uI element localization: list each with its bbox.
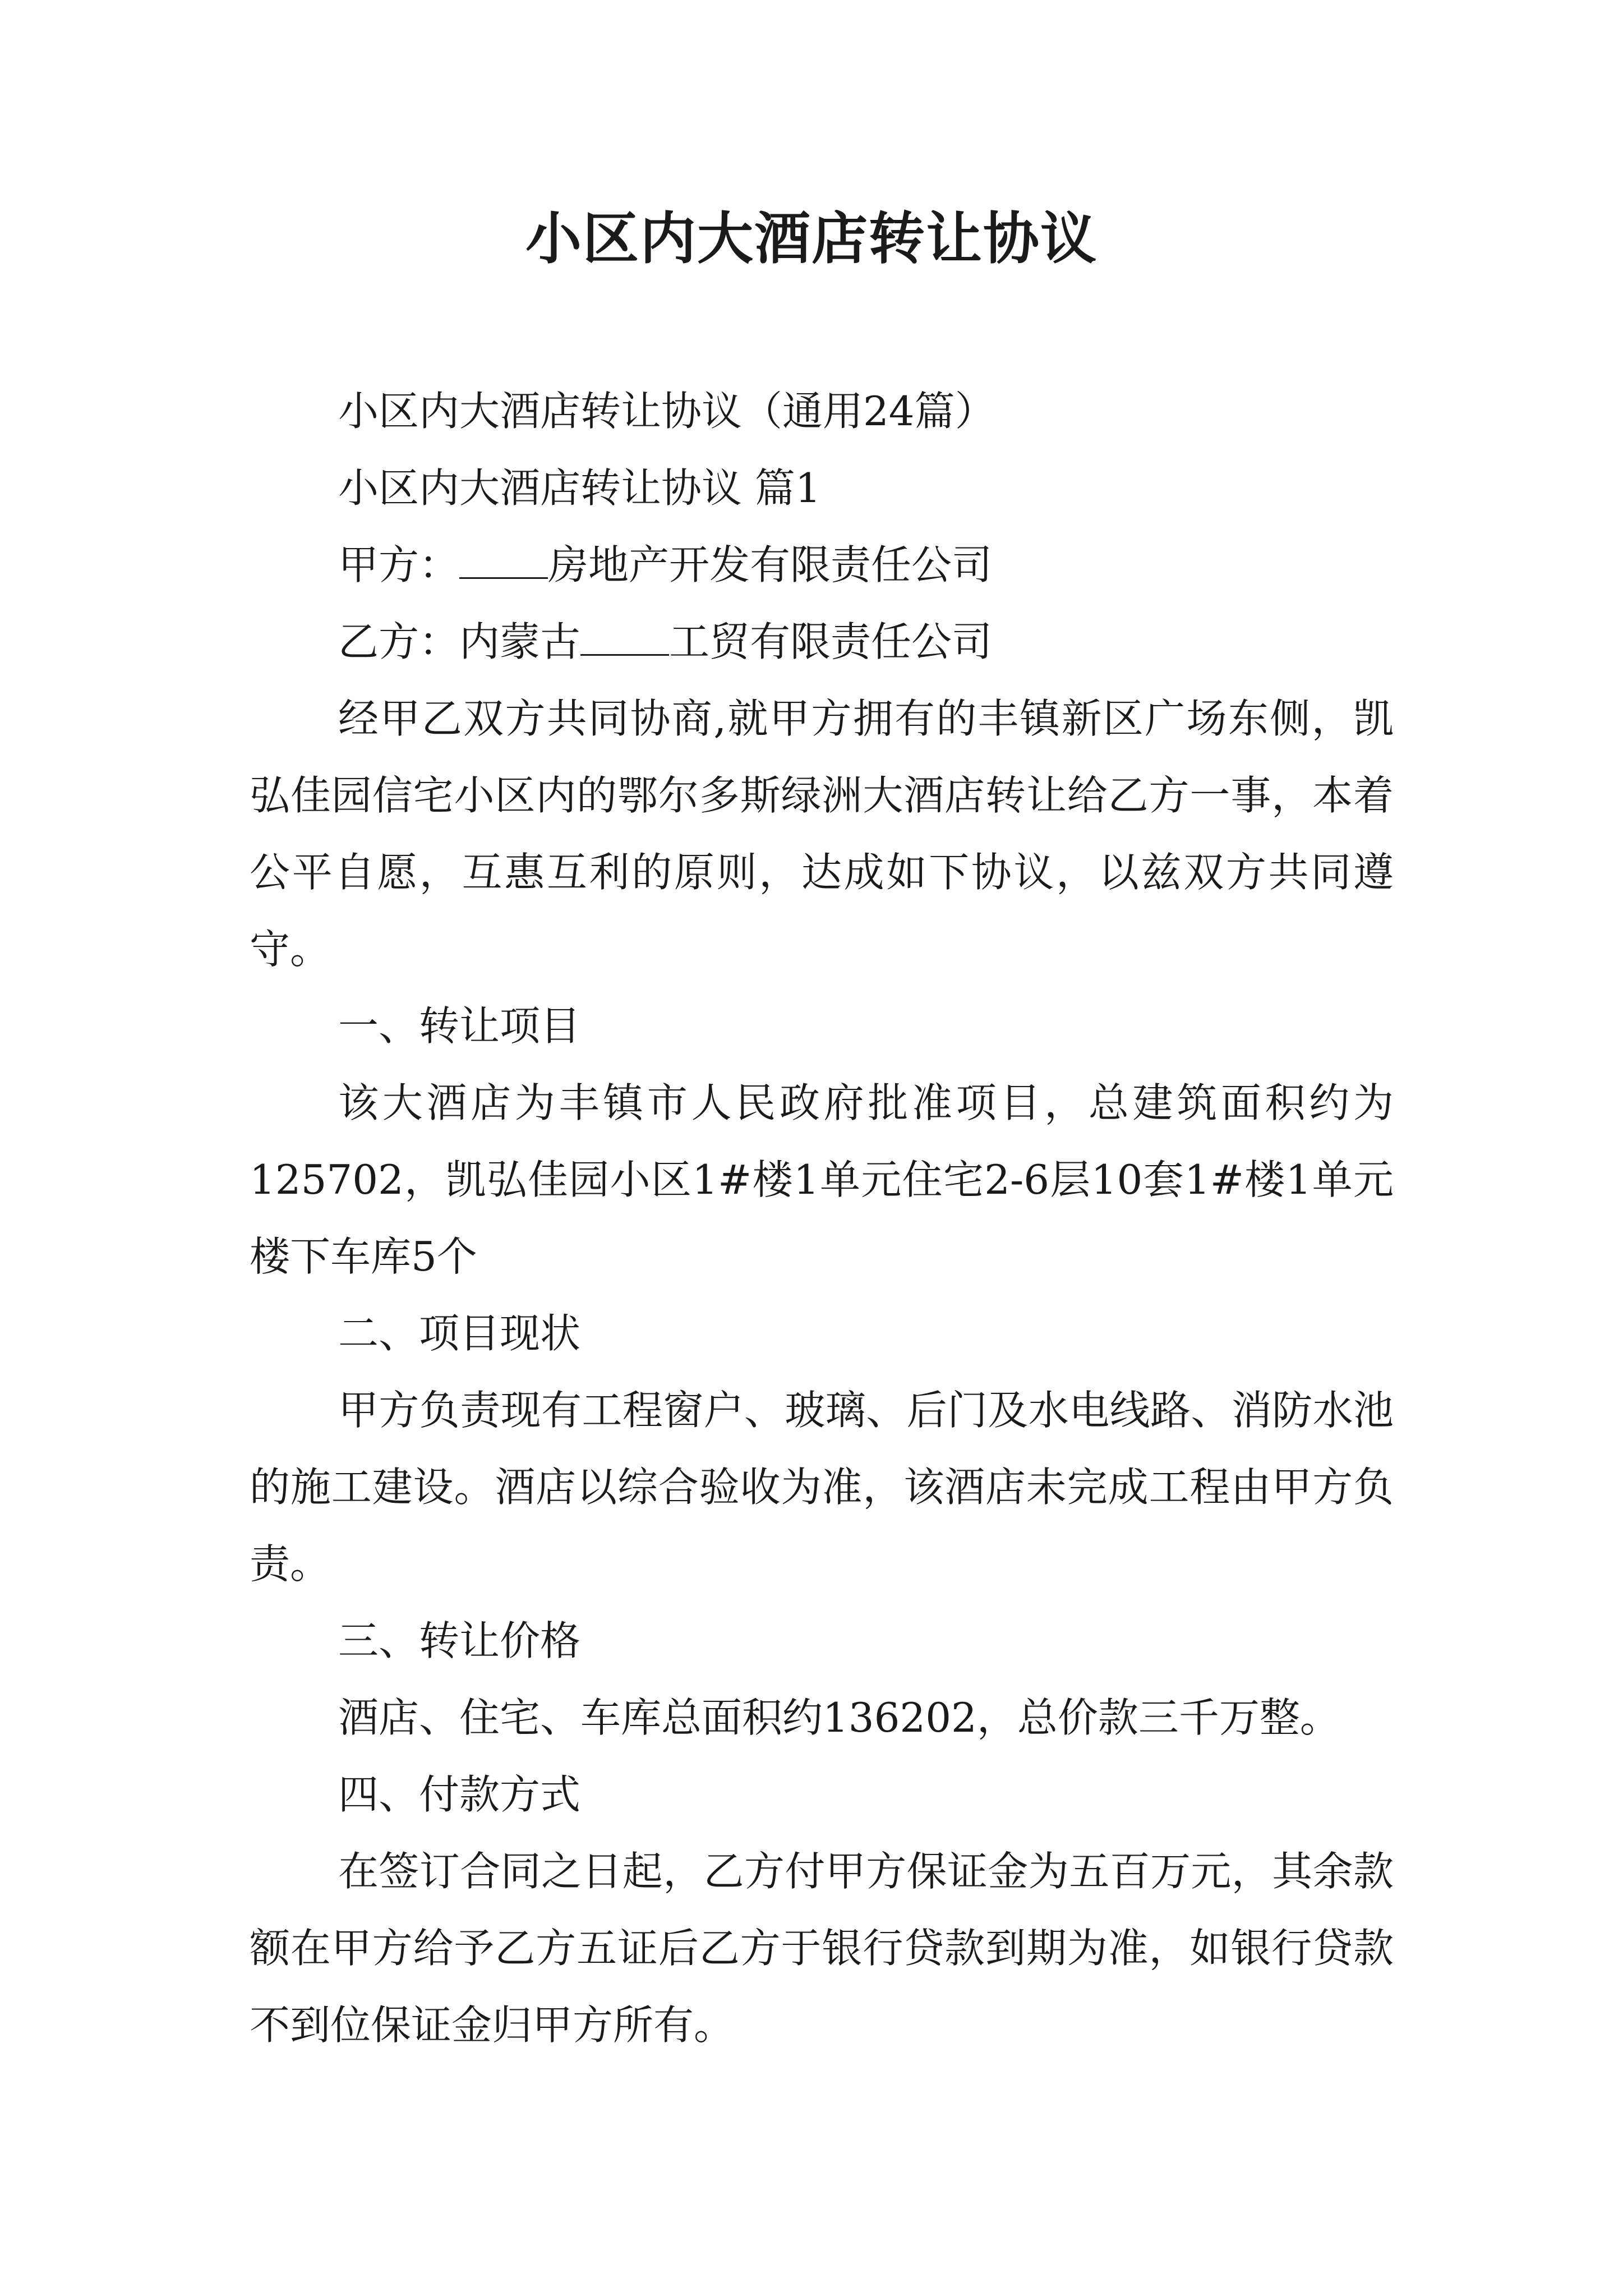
section-4-paragraph: 在签订合同之日起，乙方付甲方保证金为五百万元，其余款额在甲方给予乙方五证后乙方于银行贷款到期为准，如银行贷款不到位保证金归甲方所有。: [250, 1848, 1394, 2049]
document-title: 小区内大酒店转让协议: [525, 205, 1098, 272]
chapter-heading: 小区内大酒店转让协议 篇1: [338, 464, 821, 512]
party-b-line: [250, 604, 1394, 680]
party-b-prefix: 乙方：内蒙古: [338, 618, 581, 665]
section-3-paragraph: 酒店、住宅、车库总面积约136202，总价款三千万整。: [338, 1694, 1340, 1741]
intro-paragraph: 经甲乙双方共同协商,就甲方拥有的丰镇新区广场东侧，凯弘佳园信宅小区内的鄂尔多斯绿洲大酒店转让给乙方一事，本着公平自愿，互惠互利的原则，达成如下协议，以兹双方共同遵守。: [250, 695, 1394, 973]
party-a-line: [250, 527, 1394, 604]
party-a-suffix: 房地产开发有限责任公司: [548, 541, 993, 588]
section-1-paragraph: 该大酒店为丰镇市人民政府批准项目，总建筑面积约为125702，凯弘佳园小区1#楼1单元住宅2-6层10套1#楼1单元楼下车库5个: [250, 1079, 1394, 1280]
document-body: [250, 373, 1394, 2064]
party-b-blank: [580, 618, 669, 656]
party-a-blank: [459, 541, 548, 579]
section-2-paragraph: 甲方负责现有工程窗户、玻璃、后门及水电线路、消防水池的施工建设。酒店以综合验收为准，该酒店未完成工程由甲方负责。: [250, 1387, 1394, 1588]
section-3-heading: 三、转让价格: [338, 1617, 581, 1664]
document-subtitle: 小区内大酒店转让协议（通用24篇）: [338, 388, 995, 435]
section-4-heading: 四、付款方式: [338, 1771, 581, 1818]
party-a-prefix: 甲方：: [338, 541, 460, 588]
section-1-heading: 一、转让项目: [338, 1002, 581, 1050]
party-b-suffix: 工贸有限责任公司: [669, 618, 993, 665]
section-2-heading: 二、项目现状: [338, 1310, 581, 1357]
